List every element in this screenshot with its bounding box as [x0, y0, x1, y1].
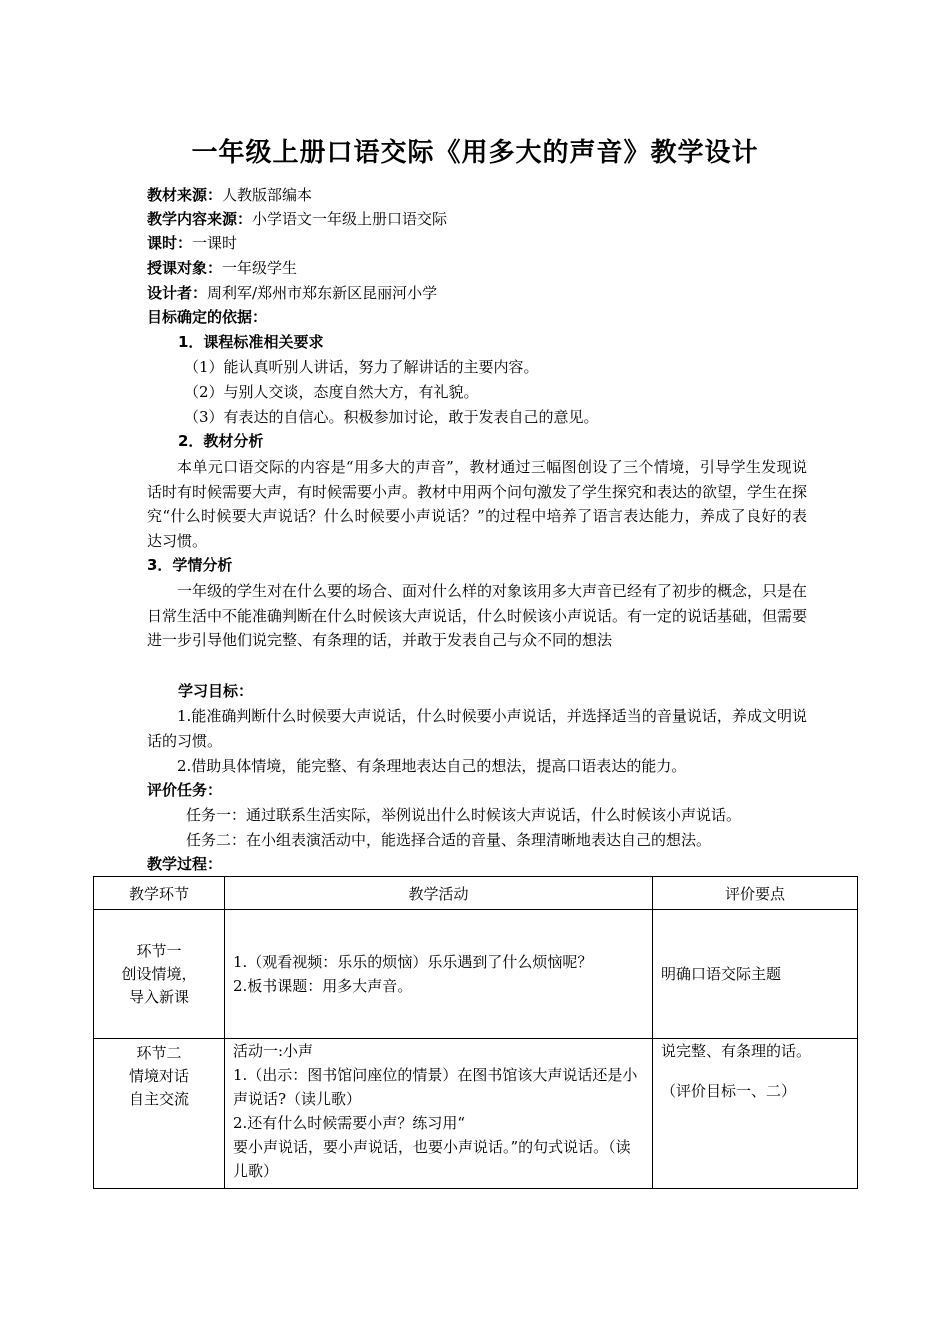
activity-line: 1.（观看视频：乐乐的烦恼）乐乐遇到了什么烦恼呢？: [233, 953, 593, 971]
meta-value: 小学语文一年级上册口语交际: [252, 210, 448, 228]
curriculum-heading: 1．课程标准相关要求: [178, 333, 324, 351]
evaluation-cell: [653, 910, 858, 1039]
table-row: [94, 1039, 858, 1189]
textbook-analysis-heading: 2．教材分析: [178, 432, 264, 450]
activity-line: 1.（出示：图书馆问座位的情景）在图书馆该大声说话还是小声说话?（读儿歌）: [233, 1066, 638, 1108]
evaluation-task: 任务二：在小组表演活动中，能选择合适的音量、条理清晰地表达自己的想法。: [186, 831, 712, 849]
meta-designer: [147, 282, 437, 304]
textbook-analysis-text: 本单元口语交际的内容是“用多大的声音”，教材通过三幅图创设了三个情境，引导学生发现说话时有时候需要大声，有时候需要小声。教材中用两个问句激发了学生探究和表达的欲望，学生在探究“什么时候要大声说话？什么时候要小声说话？”的过程中培养了语言表达能力，养成了良好的表达习惯。: [147, 458, 808, 550]
column-header: 教学活动: [225, 877, 653, 910]
goal-item: 1.能准确判断什么时候要大声说话，什么时候要小声说话，并选择适当的音量说话，养成文明说话的习惯。: [147, 707, 807, 750]
curriculum-item: （1）能认真听别人讲话，努力了解讲话的主要内容。: [184, 358, 539, 376]
process-table: [93, 876, 858, 1189]
evaluation-line: 明确口语交际主题: [661, 965, 782, 983]
meta-key: 教材来源：: [147, 186, 223, 204]
stage-line: 环节二: [136, 1044, 182, 1062]
meta-value: 一年级学生: [222, 259, 298, 277]
basis-heading: 目标确定的依据：: [147, 308, 268, 326]
activity-line: 2.板书课题：用多大声音。: [233, 977, 413, 995]
meta-source: [147, 184, 312, 206]
activity-line: 要小声说话，要小声说话，也要小声说话。”的句式说话。（读儿歌）: [233, 1138, 631, 1180]
stage-line: 情境对话: [128, 1067, 189, 1085]
meta-audience: [147, 257, 297, 279]
meta-content-source: [147, 208, 447, 230]
meta-value: 人教版部编本: [222, 186, 313, 204]
meta-value: 周利军/郑州市郑东新区昆丽河小学: [207, 284, 438, 302]
goal-item: 2.借助具体情境，能完整、有条理地表达自己的想法，提高口语表达的能力。: [177, 757, 687, 775]
meta-key: 设计者：: [147, 284, 208, 302]
activity-line: 活动一:小声: [233, 1042, 314, 1060]
meta-value: 一课时: [192, 234, 238, 252]
meta-key: 授课对象：: [147, 259, 223, 277]
meta-key: 课时：: [147, 234, 193, 252]
evaluation-cell: [653, 1039, 858, 1189]
stage-cell: [94, 910, 225, 1039]
activity-cell: [225, 910, 653, 1039]
evaluation-heading: 评价任务：: [147, 781, 223, 799]
stage-line: 自主交流: [128, 1090, 189, 1108]
stage-cell: [94, 1039, 225, 1189]
process-heading: 教学过程：: [147, 855, 223, 873]
activity-line: 2.还有什么时候需要小声？练习用“: [233, 1114, 465, 1132]
curriculum-item: （3）有表达的自信心。积极参加讨论，敢于发表自己的意见。: [184, 408, 599, 426]
stage-line: 导入新课: [128, 987, 189, 1006]
goals-heading: 学习目标：: [178, 682, 254, 700]
meta-key: 教学内容来源：: [147, 210, 253, 228]
curriculum-item: （2）与别人交谈，态度自然大方，有礼貌。: [184, 383, 479, 401]
stage-line: 创设情境，: [121, 964, 197, 983]
stage-line: 环节一: [136, 941, 182, 960]
meta-class-hours: [147, 232, 237, 254]
evaluation-line: 说完整、有条理的话。: [661, 1042, 812, 1060]
table-header-row: [94, 877, 858, 910]
table-row: [94, 910, 858, 1039]
document-title: 一年级上册口语交际《用多大的声音》教学设计: [191, 138, 759, 168]
evaluation-line: （评价目标一、二）: [661, 1082, 797, 1100]
activity-cell: [225, 1039, 653, 1189]
learner-analysis-heading: 3．学情分析: [147, 556, 233, 574]
learner-analysis-text: 一年级的学生对在什么要的场合、面对什么样的对象该用多大声音已经有了初步的概念，只是在日常生活中不能准确判断在什么时候该大声说话，什么时候该小声说话。有一定的说话基础，但需要进一步引导他们说完整、有条理的话，并敢于发表自己与众不同的想法: [147, 582, 808, 649]
evaluation-task: 任务一：通过联系生活实际，举例说出什么时候该大声说话，什么时候该小声说话。: [186, 806, 742, 824]
column-header: 教学环节: [94, 877, 225, 910]
column-header: 评价要点: [653, 877, 858, 910]
